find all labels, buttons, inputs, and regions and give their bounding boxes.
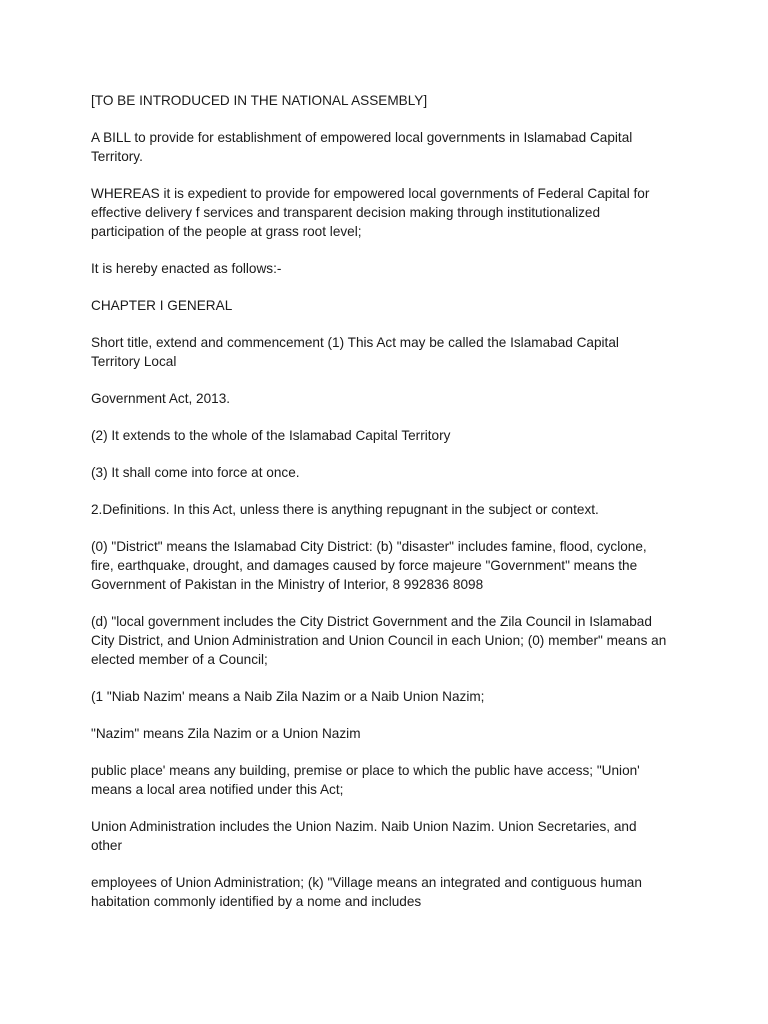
- text-line: "Nazim" means Zila Nazim or a Union Nazim: [91, 726, 361, 741]
- definition-public-place-paragraph: [91, 761, 691, 799]
- definition-union-administration-paragraph: [91, 817, 691, 855]
- text-line: (3) It shall come into force at once.: [91, 465, 300, 480]
- text-line: A BILL to provide for establishment of empowered local governments in Islamabad Capital: [91, 130, 633, 145]
- text-line: (2) It extends to the whole of the Islamabad Capital Territory: [91, 428, 451, 443]
- text-line: Short title, extend and commencement (1) This Act may be called the Islamabad Capital: [91, 335, 619, 350]
- text-line: CHAPTER I GENERAL: [91, 298, 233, 313]
- extent-paragraph: [91, 426, 691, 445]
- text-line: Territory.: [91, 149, 143, 164]
- document-body: [91, 91, 691, 929]
- text-line: Union Administration includes the Union Nazim. Naib Union Nazim. Union Secretaries, and: [91, 819, 637, 834]
- text-line: City District, and Union Administration and Union Council in each Union; (0) member" means an: [91, 633, 667, 648]
- text-line: effective delivery f services and transparent decision making through institutionalized: [91, 205, 601, 220]
- text-line: participation of the people at grass root level;: [91, 224, 362, 239]
- enactment-paragraph: [91, 259, 691, 278]
- text-line: employees of Union Administration; (k) "Village means an integrated and contiguous human: [91, 875, 642, 890]
- text-line: 2.Definitions. In this Act, unless there is anything repugnant in the subject or context.: [91, 502, 599, 517]
- definition-naib-nazim-paragraph: [91, 687, 691, 706]
- whereas-paragraph: [91, 184, 691, 241]
- text-line: elected member of a Council;: [91, 652, 268, 667]
- definition-district-paragraph: [91, 537, 691, 594]
- text-line: Government of Pakistan in the Ministry of Interior, 8 992836 8098: [91, 577, 484, 592]
- commencement-paragraph: [91, 463, 691, 482]
- assembly-heading: [91, 91, 691, 110]
- text-line: Territory Local: [91, 354, 177, 369]
- text-line: habitation commonly identified by a nome and includes: [91, 894, 422, 909]
- text-line: Government Act, 2013.: [91, 391, 231, 406]
- definitions-heading: [91, 500, 691, 519]
- text-line: (d) "local government includes the City District Government and the Zila Council in Islamabad: [91, 614, 652, 629]
- text-line: fire, earthquake, drought, and damages caused by force majeure "Government" means the: [91, 558, 638, 573]
- chapter-heading: [91, 296, 691, 315]
- bill-title-paragraph: [91, 128, 691, 166]
- act-name-paragraph: [91, 389, 691, 408]
- definition-nazim-paragraph: [91, 724, 691, 743]
- text-line: [TO BE INTRODUCED IN THE NATIONAL ASSEMBLY]: [91, 93, 428, 108]
- text-line: (0) "District" means the Islamabad City District: (b) "disaster" includes famine, flood, cyclone,: [91, 539, 647, 554]
- definition-local-government-paragraph: [91, 612, 691, 669]
- definition-village-paragraph: [91, 873, 691, 911]
- text-line: public place' means any building, premise or place to which the public have access; "Union': [91, 763, 640, 778]
- text-line: means a local area notified under this Act;: [91, 782, 344, 797]
- text-line: other: [91, 838, 122, 853]
- short-title-paragraph: [91, 333, 691, 371]
- text-line: (1 "Niab Nazim' means a Naib Zila Nazim or a Naib Union Nazim;: [91, 689, 485, 704]
- text-line: It is hereby enacted as follows:-: [91, 261, 282, 276]
- text-line: WHEREAS it is expedient to provide for empowered local governments of Federal Capital for: [91, 186, 650, 201]
